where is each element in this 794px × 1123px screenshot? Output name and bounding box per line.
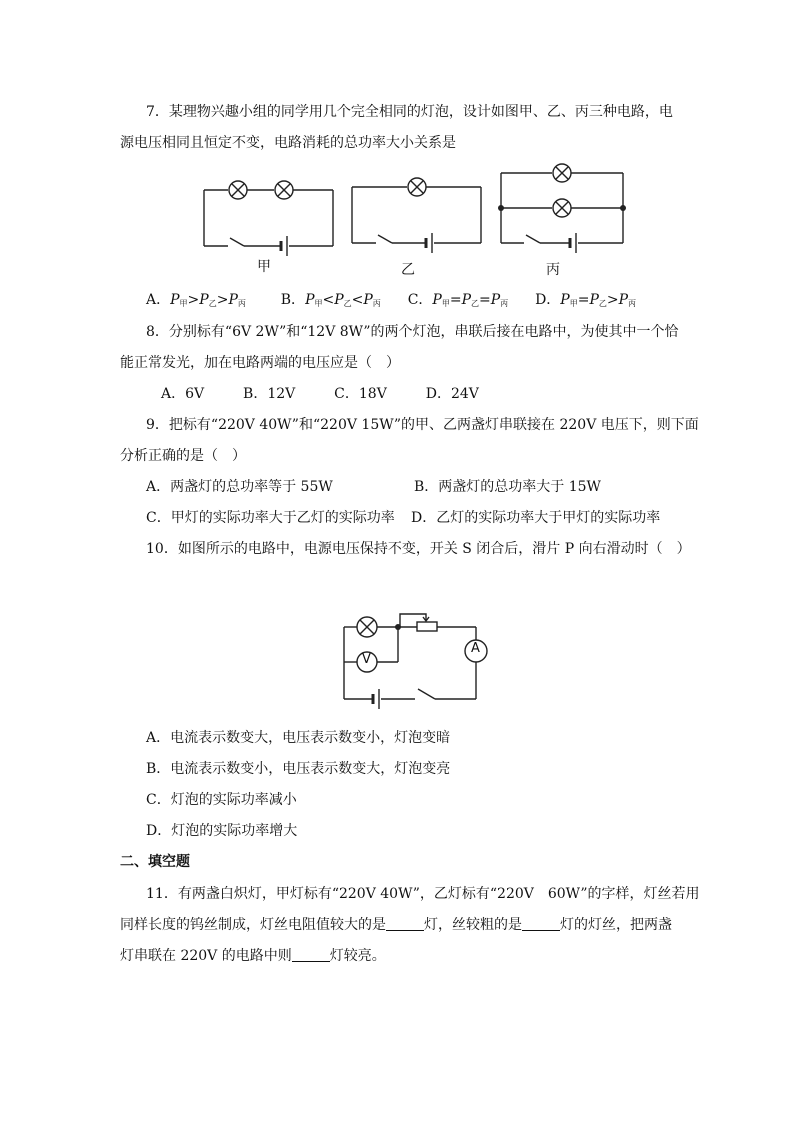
q9-line1: 9．把标有“220V 40W”和“220V 15W”的甲、乙两盏灯串联接在 220V 电压下，则下面 bbox=[146, 417, 699, 433]
circuit-label-yi: 乙 bbox=[401, 262, 415, 278]
q9-option-d[interactable]: D．乙灯的实际功率大于甲灯的实际功率 bbox=[411, 510, 661, 526]
q11-line1: 11．有两盏白炽灯，甲灯标有“220V 40W”，乙灯标有“220V 60W”的字样，灯丝若用 bbox=[146, 886, 700, 902]
q8-option-a[interactable]: A．6V bbox=[161, 386, 205, 402]
q8-options bbox=[161, 384, 479, 404]
q8-option-b[interactable]: B．12V bbox=[243, 386, 296, 402]
q7-option-c[interactable]: C．$P_甲=P_乙=P_丙$ bbox=[407, 292, 509, 308]
q11-line2: 同样长度的钨丝制成，灯丝电阻值较大的是 灯，丝较粗的是 灯的灯丝，把两盏 bbox=[120, 917, 672, 933]
q7-option-b[interactable]: B．$P_甲<P_乙<P_丙$ bbox=[280, 292, 381, 308]
q10-option-c[interactable]: C．灯泡的实际功率减小 bbox=[146, 792, 297, 808]
q11-blank-1[interactable] bbox=[386, 916, 424, 931]
q7-line1: 7．某理物兴趣小组的同学用几个完全相同的灯泡，设计如图甲、乙、丙三种电路，电 bbox=[146, 104, 673, 120]
q7-option-d[interactable]: D．$P_甲=P_乙>P_丙$ bbox=[535, 292, 637, 308]
q9-option-c[interactable]: C．甲灯的实际功率大于乙灯的实际功率 bbox=[146, 510, 395, 526]
q11-blank-2[interactable] bbox=[522, 916, 560, 931]
q11-line3: 灯串联在 220V 的电路中则 灯较亮。 bbox=[120, 948, 386, 964]
q11-blank-3[interactable] bbox=[292, 947, 330, 962]
q8-line2: 能正常发光，加在电路两端的电压应是（ ） bbox=[120, 355, 400, 371]
circuit-label-bing: 丙 bbox=[546, 262, 560, 278]
q7-options bbox=[146, 290, 636, 314]
voltmeter-label: V bbox=[362, 652, 371, 667]
q9-line2: 分析正确的是（ ） bbox=[120, 448, 246, 464]
q7-line2: 源电压相同且恒定不变，电路消耗的总功率大小关系是 bbox=[120, 135, 456, 151]
circuit-label-jia: 甲 bbox=[257, 259, 271, 275]
circuit-bing bbox=[498, 164, 626, 253]
q10-option-d[interactable]: D．灯泡的实际功率增大 bbox=[146, 823, 298, 839]
q8-line1: 8．分别标有“6V 2W”和“12V 8W”的两个灯泡，串联后接在电路中，为使其中一个恰 bbox=[146, 324, 679, 340]
ammeter-label: A bbox=[471, 641, 480, 656]
section-title-fill-in: 二、填空题 bbox=[120, 854, 190, 870]
circuit-yi bbox=[352, 178, 481, 253]
q9-option-a[interactable]: A．两盏灯的总功率等于 55W bbox=[146, 479, 333, 495]
q10-option-a[interactable]: A．电流表示数变大，电压表示数变小，灯泡变暗 bbox=[146, 730, 451, 746]
q8-option-c[interactable]: C．18V bbox=[334, 386, 387, 402]
q10-line1: 10．如图所示的电路中，电源电压保持不变，开关 S 闭合后，滑片 P 向右滑动时（ ） bbox=[146, 541, 691, 557]
q10-option-b[interactable]: B．电流表示数变小，电压表示数变大，灯泡变亮 bbox=[146, 761, 451, 777]
q7-option-a[interactable]: A．$P_甲>P_乙>P_丙$ bbox=[146, 292, 246, 308]
q9-option-b[interactable]: B．两盏灯的总功率大于 15W bbox=[414, 479, 601, 495]
circuit-jia bbox=[204, 181, 333, 256]
q8-option-d[interactable]: D．24V bbox=[425, 386, 479, 402]
